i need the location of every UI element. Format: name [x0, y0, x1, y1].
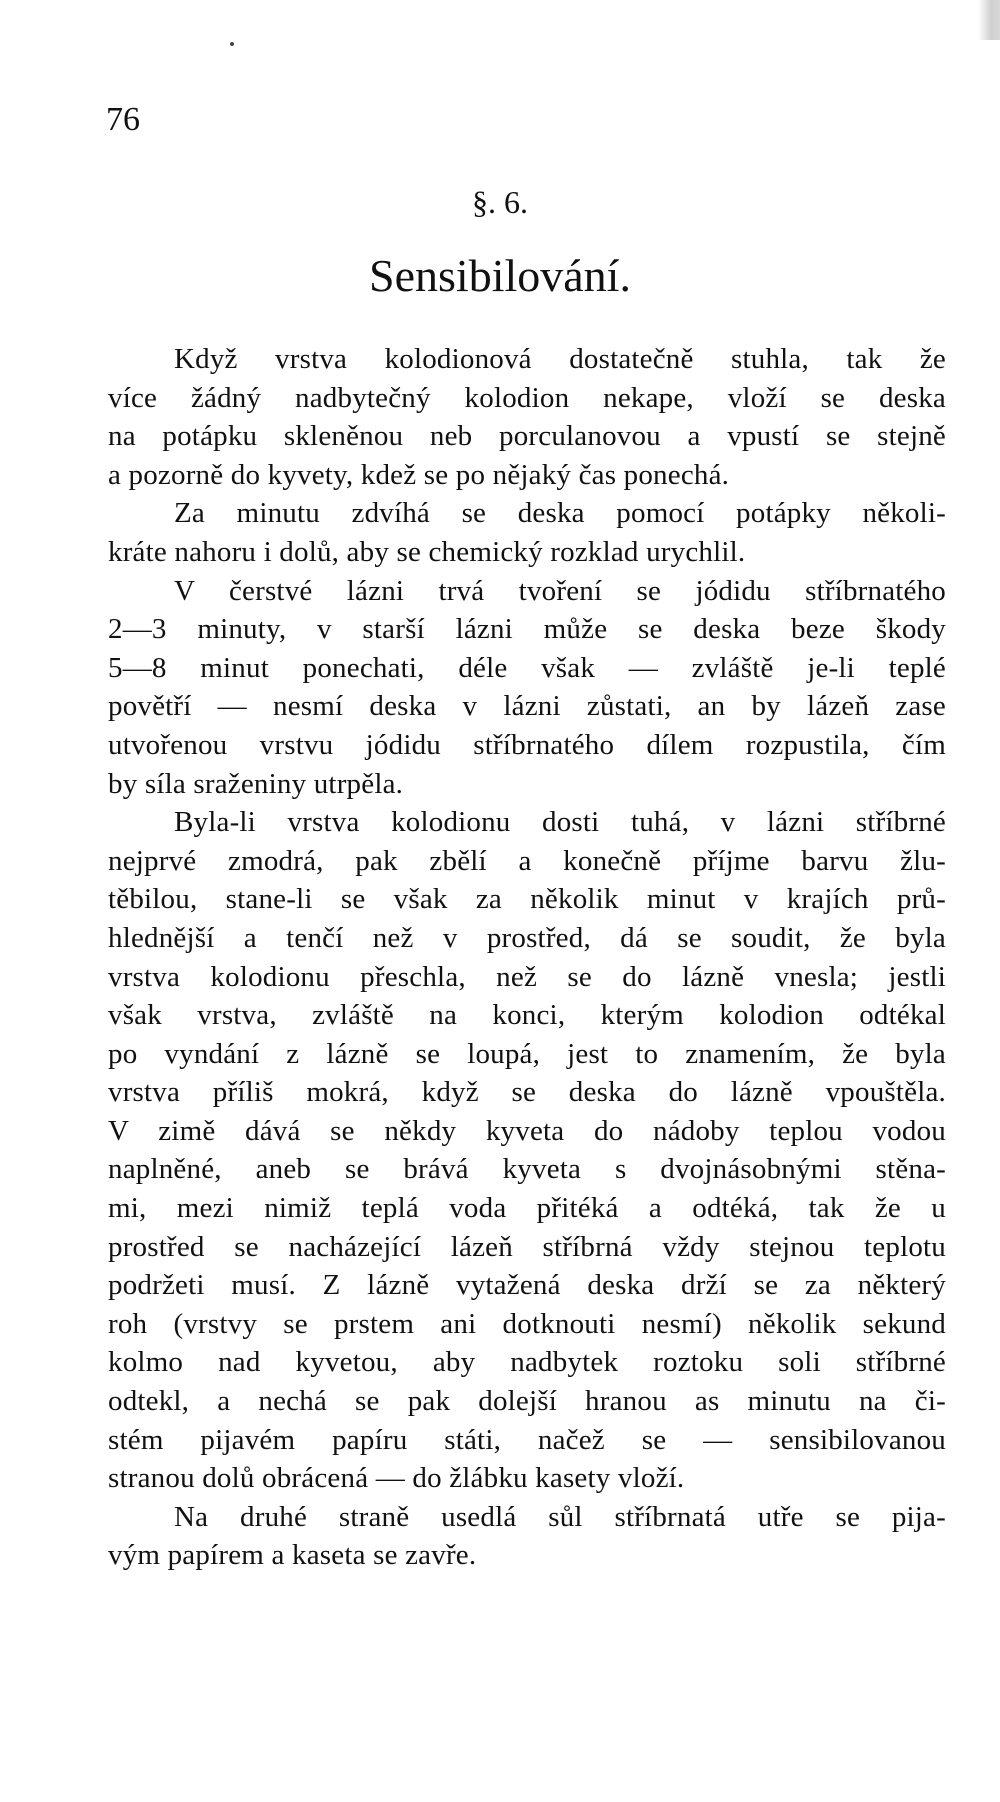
text-line: povětří — nesmí deska v lázni zůstati, an by lázeň zase [108, 690, 946, 723]
text-line: V čerstvé lázni trvá tvoření se jódidu stříbrnatého [174, 574, 946, 607]
text-line: prostřed se nacházející lázeň stříbrná vždy stejnou teplotu [108, 1230, 946, 1263]
section-number: §. 6. [472, 184, 528, 220]
text-line: a pozorně do kyvety, kdež se po nějaký čas ponechá. [108, 458, 730, 491]
text-line: po vyndání z lázně se loupá, jest to znamením, že byla [108, 1037, 946, 1070]
text-line: však vrstva, zvláště na konci, kterým kolodion odtékal [108, 999, 946, 1032]
ink-speck [230, 42, 234, 46]
body-text [108, 340, 946, 1575]
text-line: V zimě dává se někdy kyveta do nádoby teplou vodou [108, 1114, 946, 1147]
text-line: Na druhé straně usedlá sůl stříbrnatá utře se pija- [174, 1500, 946, 1533]
text-line: 2—3 minuty, v starší lázni může se deska beze škody [108, 613, 946, 646]
text-line: hlednější a tenčí než v prostřed, dá se soudit, že byla [108, 921, 946, 954]
text-line: Byla-li vrstva kolodionu dosti tuhá, v lázni stříbrné [174, 806, 946, 839]
text-line: odtekl, a nechá se pak dolejší hranou as minutu na či- [108, 1385, 946, 1418]
text-line: Když vrstva kolodionová dostatečně stuhla, tak že [174, 343, 946, 375]
text-line: kráte nahoru i dolů, aby se chemický rozklad urychlil. [108, 535, 746, 568]
text-line: těbilou, stane-li se však za několik minut v krajích prů- [108, 883, 946, 916]
page-number: 76 [106, 101, 140, 138]
text-line: roh (vrstvy se prstem ani dotknouti nesmí) několik sekund [108, 1307, 946, 1340]
text-line: na potápku skleněnou neb porculanovou a vpustí se stejně [108, 420, 946, 453]
text-line: stranou dolů obrácená — do žlábku kasety vloží. [108, 1462, 685, 1495]
text-line: utvořenou vrstvu jódidu stříbrnatého dílem rozpustila, čím [108, 728, 946, 761]
text-line: více žádný nadbytečný kolodion nekape, vloží se deska [108, 381, 946, 414]
text-line: Za minutu zdvíhá se deska pomocí potápky několi- [174, 497, 946, 530]
text-line: stém pijavém papíru státi, načež se — sensibilovanou [108, 1423, 946, 1456]
text-line: vým papírem a kaseta se zavře. [108, 1539, 477, 1572]
text-line: by síla sraženiny utrpěla. [108, 767, 404, 800]
text-line: podržeti musí. Z lázně vytažená deska drží se za některý [108, 1269, 946, 1302]
text-line: vrstva kolodionu přeschla, než se do lázně vnesla; jestli [108, 960, 946, 993]
text-line: kolmo nad kyvetou, aby nadbytek roztoku soli stříbrné [108, 1346, 946, 1379]
page-edge-shadow [978, 0, 1000, 40]
text-line: nejprvé zmodrá, pak zbělí a konečně příjme barvu žlu- [108, 844, 946, 877]
text-line: naplněné, aneb se brává kyveta s dvojnásobnými stěna- [108, 1153, 946, 1186]
section-title: Sensibilování. [369, 250, 631, 301]
text-line: vrstva příliš mokrá, když se deska do lázně vpouštěla. [108, 1076, 946, 1109]
text-line: mi, mezi nimiž teplá voda přitéká a odtéká, tak že u [108, 1192, 946, 1225]
text-line: 5—8 minut ponechati, déle však — zvláště je-li teplé [108, 651, 946, 684]
